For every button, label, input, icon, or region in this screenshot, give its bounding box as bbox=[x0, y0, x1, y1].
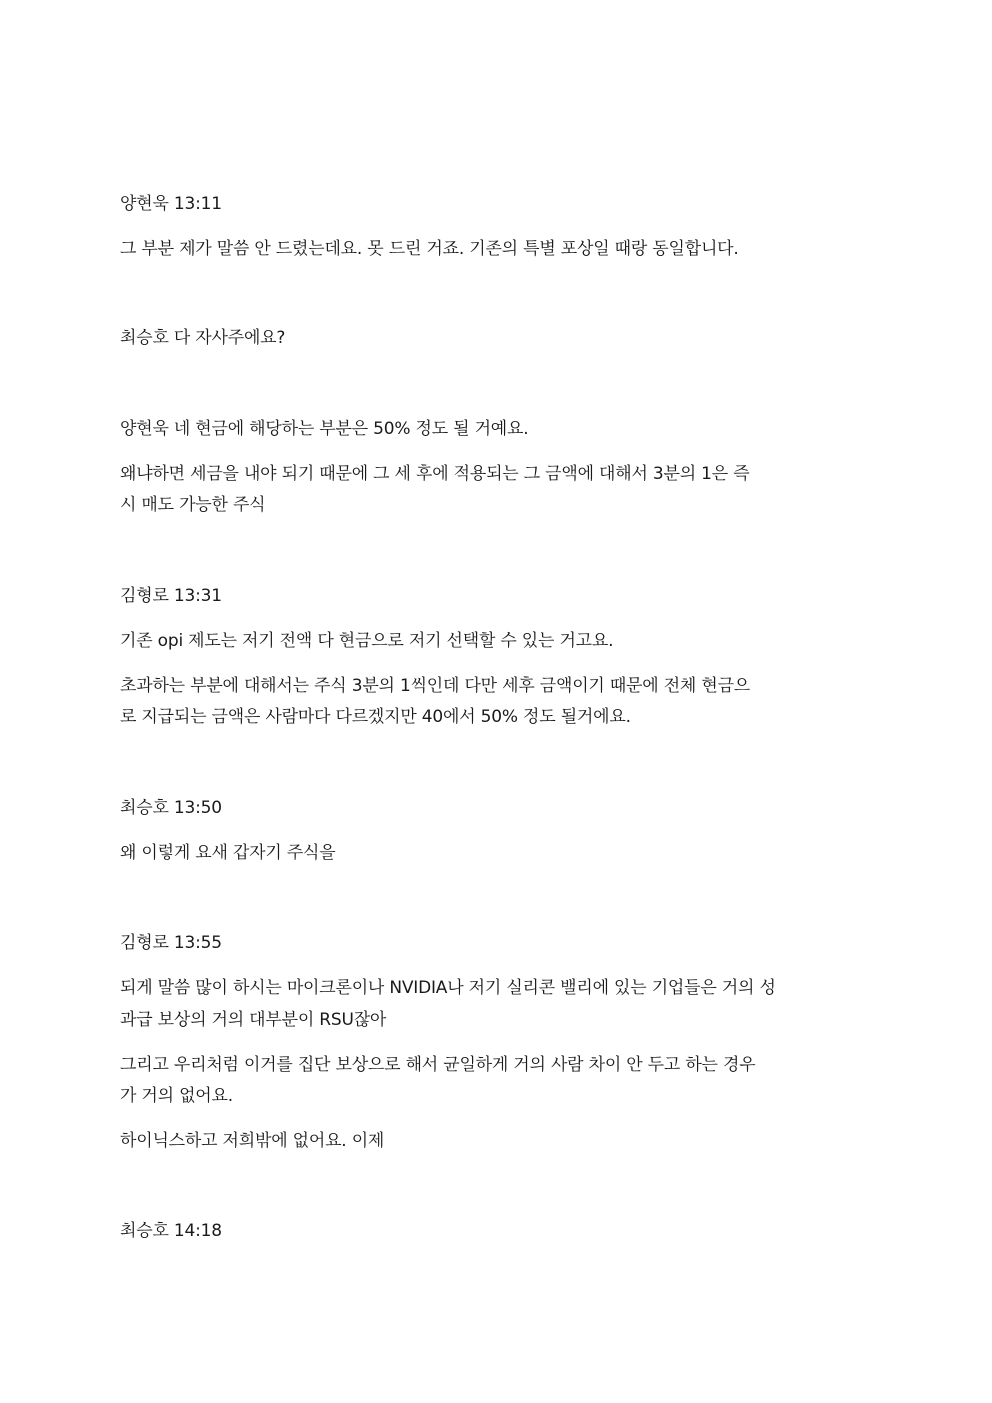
speaker-utterance: 양현욱 네 현금에 해당하는 부분은 50% 정도 될 거예요. bbox=[120, 419, 529, 439]
speaker-timestamp: 최승호 13:50 bbox=[120, 798, 222, 818]
speaker-utterance: 최승호 다 자사주에요? bbox=[120, 328, 286, 348]
utterance-line: 기존 opi 제도는 저기 전액 다 현금으로 저기 선택할 수 있는 거고요. bbox=[120, 631, 614, 651]
utterance-line: 하이닉스하고 저희밖에 없어요. 이제 bbox=[120, 1131, 385, 1151]
speaker-timestamp: 양현욱 13:11 bbox=[120, 194, 222, 214]
utterance-line: 왜 이렇게 요새 갑자기 주식을 bbox=[120, 843, 336, 863]
utterance-line: 초과하는 부분에 대해서는 주식 3분의 1씩인데 다만 세후 금액이기 때문에 전체 현금으 bbox=[120, 676, 751, 696]
utterance-line: 그 부분 제가 말씀 안 드렸는데요. 못 드린 거죠. 기존의 특별 포상일 때랑 동일합니다. bbox=[120, 239, 739, 259]
speaker-timestamp: 최승호 14:18 bbox=[120, 1221, 222, 1241]
utterance-line: 되게 말씀 많이 하시는 마이크론이나 NVIDIA나 저기 실리콘 밸리에 있는 기업들은 거의 성 bbox=[120, 978, 776, 998]
speaker-timestamp: 김형로 13:31 bbox=[120, 586, 222, 606]
utterance-line: 과급 보상의 거의 대부분이 RSU잖아 bbox=[120, 1010, 387, 1030]
speaker-timestamp: 김형로 13:55 bbox=[120, 933, 222, 953]
utterance-line: 시 매도 가능한 주식 bbox=[120, 495, 266, 515]
utterance-line: 그리고 우리처럼 이거를 집단 보상으로 해서 균일하게 거의 사람 차이 안 두고 하는 경우 bbox=[120, 1055, 756, 1075]
utterance-line: 왜냐하면 세금을 내야 되기 때문에 그 세 후에 적용되는 그 금액에 대해서 3분의 1은 즉 bbox=[120, 464, 750, 484]
utterance-line: 로 지급되는 금액은 사람마다 다르겠지만 40에서 50% 정도 될거에요. bbox=[120, 707, 631, 727]
utterance-line: 가 거의 없어요. bbox=[120, 1086, 233, 1106]
